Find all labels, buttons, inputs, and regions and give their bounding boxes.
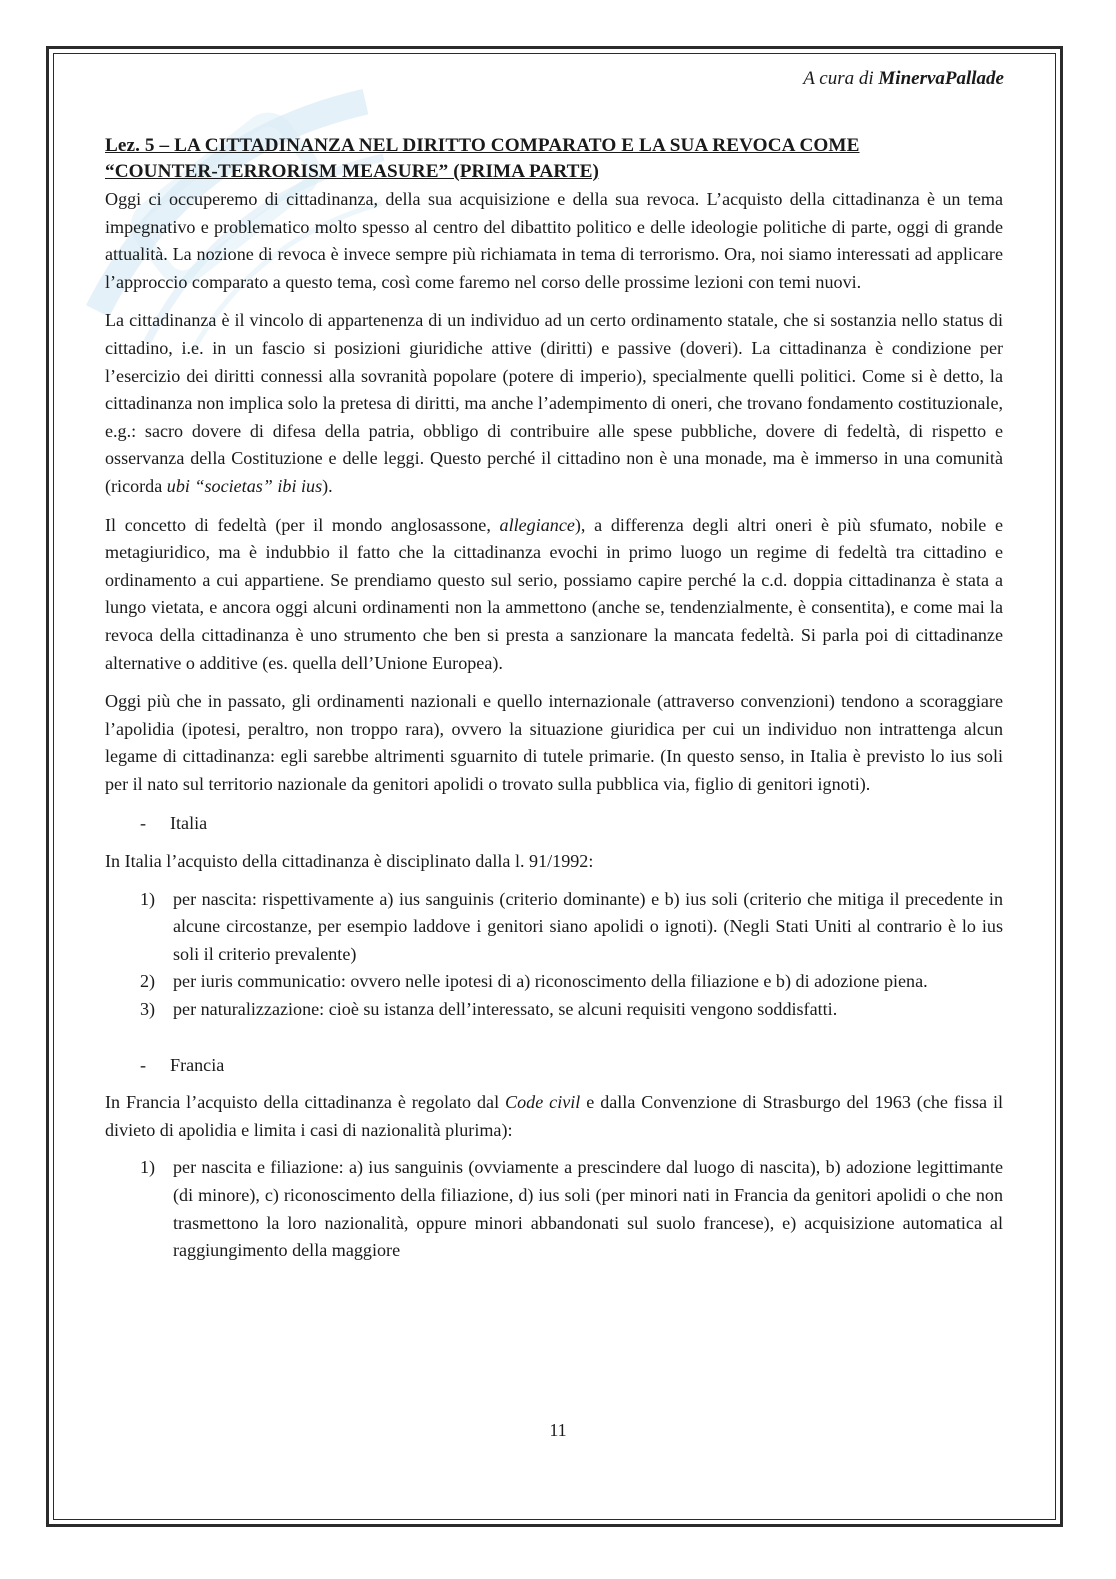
list-item: 3) per naturalizzazione: cioè su istanza dell’interessato, se alcuni requisiti vengono soddisfatti.	[140, 999, 838, 1020]
lesson-title-line-1: Lez. 5 – LA CITTADINANZA NEL DIRITTO COMPARATO E LA SUA REVOCA COME	[105, 135, 860, 156]
lesson-title-line-2: “COUNTER-TERRORISM MEASURE” (PRIMA PARTE)	[105, 161, 599, 182]
paragraph-fedelta: Il concetto di fedeltà (per il mondo anglosassone, allegiance), a differenza degli altri oneri è più sfumato, nobile e metagiuridico, ma è indubbio il fatto che la cittadinanza evochi in primo luogo un regime di fedeltà tra cittadino e ordinamento a cui appartiene. Se prendiamo questo sul serio, possiamo capire perché la c.d. doppia cittadinanza è stata a lungo vietata, e ancora oggi alcuni ordinamenti non la ammettono (anche se, tendenzialmente, è consentita), e come mai la revoca della cittadinanza è uno strumento che ben si presta a sanzionare la mancata fedeltà. Si parla poi di cittadinanze alternative o additive (es. quella dell’Unione Europea).	[105, 514, 1004, 673]
paragraph-apolidia: Oggi più che in passato, gli ordinamenti nazionali e quello internazionale (attraverso convenzioni) tendono a scoraggiare l’apolidia (ipotesi, peraltro, non troppo rara), ovvero la situazione giuridica per cui un individuo non intrattenga alcun legame di cittadinanza: egli sarebbe altrimenti sguarnito di tutele primarie. (In questo senso, in Italia è previsto lo ius soli per il nato sul territorio nazionale da genitori apolidi o trovato sulla pubblica via, figlio di genitori ignoti).	[105, 691, 1003, 794]
list-item: 1) per nascita e filiazione: a) ius sanguinis (ovviamente a prescindere dal luogo di nascita), b) adozione legittimante (di minore), c) riconoscimento della filiazione, d) ius soli (per minori nati in Francia da genitori apolidi o che non trasmettono la loro nazionalità, oppure minori abbandonati sul suolo francese), e) acquisizione automatica al raggiungimento della maggiore	[140, 1157, 1003, 1261]
header-credit	[803, 68, 1004, 90]
section-heading-francia: - Francia	[140, 1054, 225, 1075]
latin-maxim: ubi “societas” ibi ius	[166, 475, 323, 496]
paragraph-definition: La cittadinanza è il vincolo di appartenenza di un individuo ad un certo ordinamento statale, che si sostanzia nello status di cittadino, i.e. in un fascio si posizioni giuridiche attive (diritti) e passive (doveri). La cittadinanza è condizione per l’esercizio dei diritti connessi alla sovranità popolare (potere di imperio), specialmente quelli politici. Come si è detto, la cittadinanza non implica solo la pretesa di diritti, ma anche l’adempimento di oneri, che trovano fondamento costituzionale, e.g.: sacro dovere di difesa della patria, obbligo di contribuire alle spese pubbliche, dovere di fedeltà, di rispetto e osservanza della Costituzione e delle leggi. Questo perché il cittadino non è una monade, ma è immerso in una comunità (ricorda ubi “societas” ibi ius).	[105, 310, 1003, 496]
credit-author: MinervaPallade	[878, 68, 1004, 89]
document-body	[105, 132, 1003, 1265]
list-item: 2) per iuris communicatio: ovvero nelle ipotesi di a) riconoscimento della filiazione e b) di adozione piena.	[140, 971, 928, 992]
list-francia	[105, 1154, 1003, 1264]
term-allegiance: allegiance	[499, 514, 575, 535]
page-number: 11	[549, 1420, 567, 1440]
section-heading-italia: - Italia	[140, 813, 208, 834]
list-italia	[105, 886, 1003, 1024]
code-civil: Code civil	[505, 1092, 581, 1113]
credit-prefix: A cura di	[803, 68, 879, 89]
lesson-title	[105, 132, 1003, 185]
paragraph-italia-intro: In Italia l’acquisto della cittadinanza è disciplinato dalla l. 91/1992:	[105, 851, 594, 872]
list-item: 1) per nascita: rispettivamente a) ius sanguinis (criterio dominante) e b) ius soli (criterio che mitiga il precedente in alcune circostanze, per esempio laddove i genitori siano apolidi o ignoti). (Negli Stati Uniti al contrario è lo ius soli il criterio prevalente)	[140, 888, 1003, 964]
paragraph-intro: Oggi ci occuperemo di cittadinanza, della sua acquisizione e della sua revoca. L’acquisto della cittadinanza è un tema impegnativo e problematico molto spesso al centro del dibattito politico e delle ideologie politiche di parte, oggi di grande attualità. La nozione di revoca è invece sempre più richiamata in tema di terrorismo. Ora, noi siamo interessati ad applicare l’approccio comparato a questo tema, così come faremo nel corso delle prossime lezioni con temi nuovi.	[105, 189, 1003, 292]
paragraph-francia-intro: In Francia l’acquisto della cittadinanza è regolato dal Code civil e dalla Convenzione di Strasburgo del 1963 (che fissa il divieto di apolidia e limita i casi di nazionalità plurima):	[105, 1092, 1003, 1140]
